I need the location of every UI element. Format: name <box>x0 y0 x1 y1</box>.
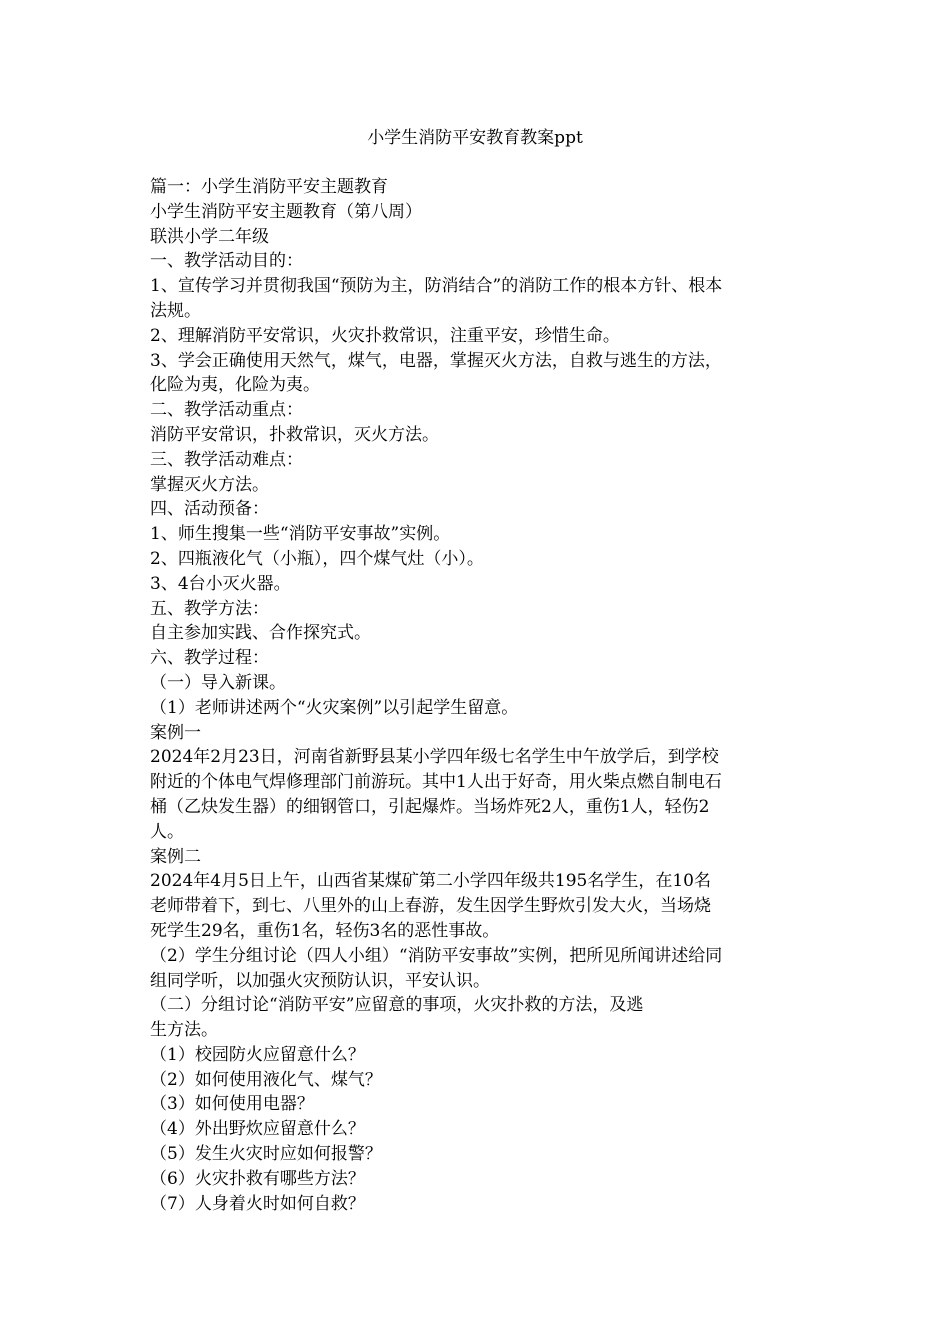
body-line: 四、活动预备： <box>150 499 269 520</box>
body-line: 人。 <box>150 821 184 842</box>
body-line: 自主参加实践、合作探究式。 <box>150 623 371 644</box>
body-line: 六、教学过程： <box>150 648 269 669</box>
body-line: 一、教学活动目的： <box>150 251 303 272</box>
body-line: 五、教学方法： <box>150 598 269 619</box>
body-line: 1、宣传学习并贯彻我国“预防为主，防消结合”的消防工作的根本方针、根本 <box>150 276 723 297</box>
document-title: 小学生消防平安教育教案ppt <box>367 128 583 148</box>
body-line: 2024年4月5日上午，山西省某煤矿第二小学四年级共195名学生，在10名 <box>150 871 711 892</box>
body-line: （7）人身着火时如何自救？ <box>150 1193 365 1214</box>
body-line: （1）校园防火应留意什么？ <box>150 1044 365 1065</box>
body-line: 生方法。 <box>150 1020 218 1041</box>
body-line: （二）分组讨论“消防平安”应留意的事项，火灾扑救的方法，及逃 <box>150 995 644 1016</box>
body-line: 3、4台小灭火器。 <box>150 573 291 594</box>
body-line: 消防平安常识，扑救常识，灭火方法。 <box>150 424 439 445</box>
body-line: （1）老师讲述两个“火灾案例”以引起学生留意。 <box>150 697 519 718</box>
body-line: 桶（乙炔发生器）的细钢管口，引起爆炸。当场炸死2人，重伤1人，轻伤2 <box>150 796 710 817</box>
body-line: 2、理解消防平安常识，火灾扑救常识，注重平安，珍惜生命。 <box>150 325 620 346</box>
body-line: 老师带着下，到七、八里外的山上春游，发生因学生野炊引发大火，当场烧 <box>150 896 711 917</box>
body-line: 掌握灭火方法。 <box>150 474 269 495</box>
body-line: 附近的个体电气焊修理部门前游玩。其中1人出于好奇，用火柴点燃自制电石 <box>150 772 722 793</box>
body-line: 化险为夷，化险为夷。 <box>150 375 320 396</box>
body-line: 案例一 <box>150 722 201 743</box>
body-line: 死学生29名，重伤1名，轻伤3名的恶性事故。 <box>150 920 500 941</box>
body-line: 法规。 <box>150 300 201 321</box>
body-line: 二、教学活动重点： <box>150 400 303 421</box>
document-body <box>150 175 800 1216</box>
body-line: （2）如何使用液化气、煤气？ <box>150 1069 382 1090</box>
body-line: （2）学生分组讨论（四人小组）“消防平安事故”实例，把所见所闻讲述给同 <box>150 945 723 966</box>
body-line: 2024年2月23日，河南省新野县某小学四年级七名学生中午放学后，到学校 <box>150 747 719 768</box>
body-line: （4）外出野炊应留意什么？ <box>150 1119 365 1140</box>
body-line: （3）如何使用电器？ <box>150 1094 314 1115</box>
body-line: 三、教学活动难点： <box>150 449 303 470</box>
body-line: 案例二 <box>150 846 201 867</box>
body-line: （5）发生火灾时应如何报警？ <box>150 1144 382 1165</box>
body-line: （一）导入新课。 <box>150 672 286 693</box>
body-line: 小学生消防平安主题教育（第八周） <box>150 201 422 222</box>
body-line: 2、四瓶液化气（小瓶），四个煤气灶（小）。 <box>150 548 484 569</box>
body-line: 组同学听，以加强火灾预防认识，平安认识。 <box>150 970 490 991</box>
body-line: 篇一：小学生消防平安主题教育 <box>150 177 388 197</box>
body-line: 联洪小学二年级 <box>150 226 269 247</box>
body-line: 1、师生搜集一些“消防平安事故”实例。 <box>150 524 451 545</box>
body-line: 3、学会正确使用天然气，煤气，电器，掌握灭火方法，自救与逃生的方法， <box>150 350 722 371</box>
body-line: （6）火灾扑救有哪些方法？ <box>150 1168 365 1189</box>
